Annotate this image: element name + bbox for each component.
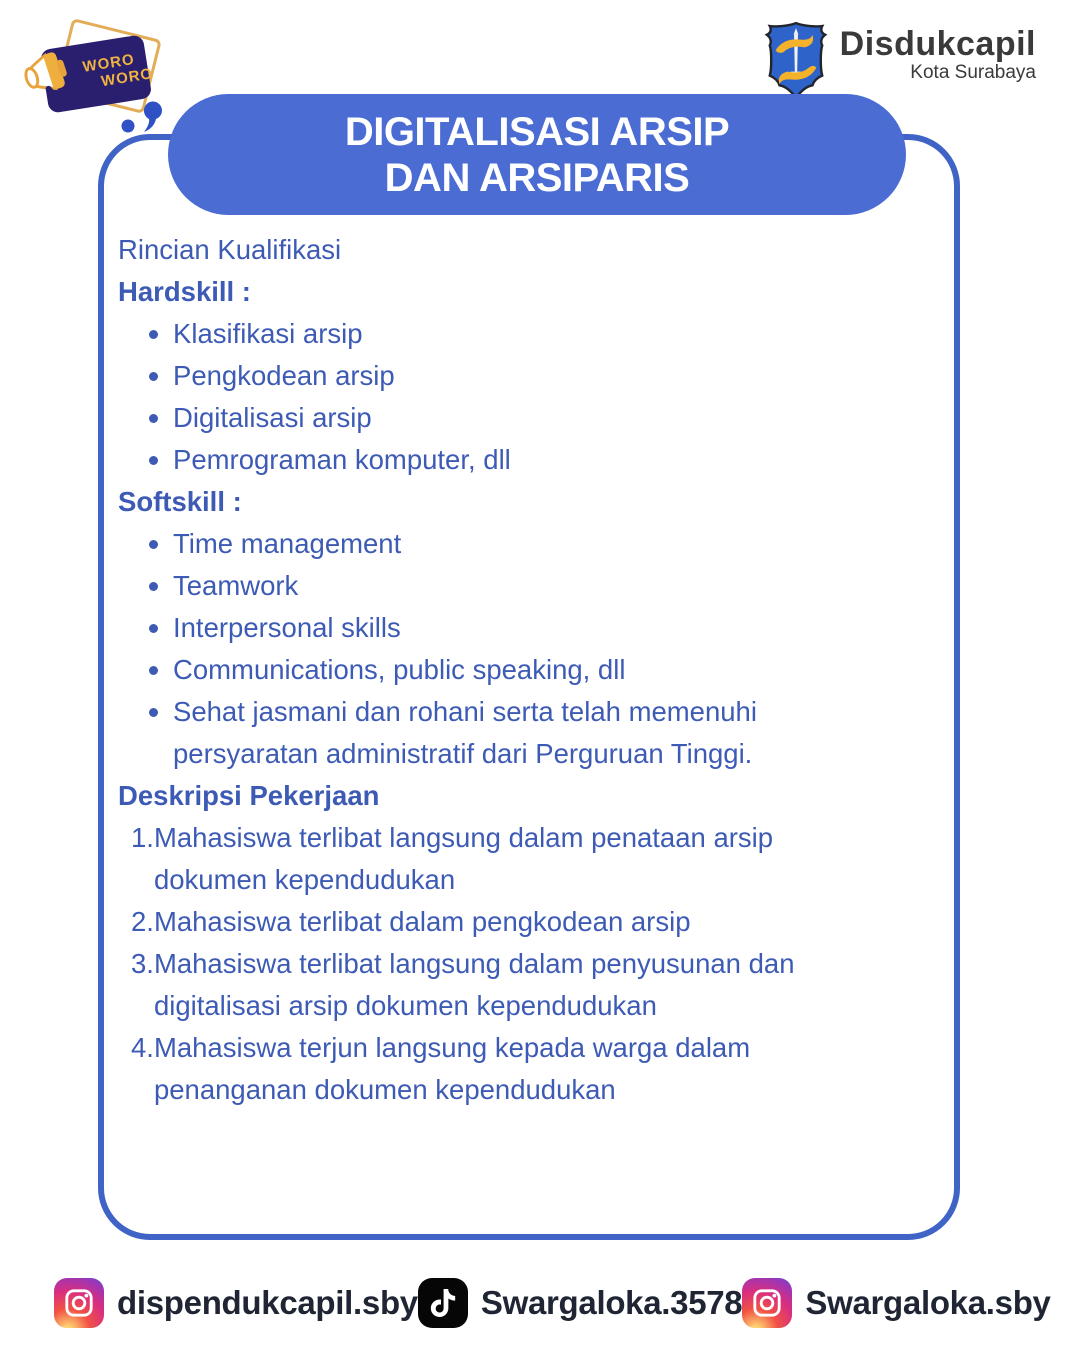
bullet-dot (149, 666, 158, 675)
list-item: Communications, public speaking, dll (118, 649, 948, 691)
list-item: Sehat jasmani dan rohani serta telah memenuhi persyaratan administratif dari Perguruan Tinggi. (118, 691, 948, 775)
page-title-line1: DIGITALISASI ARSIP (344, 109, 730, 154)
bullet-dot (149, 582, 158, 591)
item-number: 4. (131, 1032, 154, 1063)
job-description-list (118, 817, 948, 1111)
instagram-icon (742, 1278, 792, 1328)
social-handle: dispendukcapil.sby (117, 1284, 418, 1321)
bullet-dot (149, 624, 158, 633)
list-item: 3. Mahasiswa terlibat langsung dalam penyusunan dan digitalisasi arsip dokumen kependudukan (118, 943, 948, 1027)
softskill-list (118, 523, 948, 775)
hardskill-list (118, 313, 948, 481)
bullet-dot (149, 414, 158, 423)
tiktok-icon (418, 1278, 468, 1328)
bullet-dot (149, 330, 158, 339)
list-item: Interpersonal skills (118, 607, 948, 649)
softskill-heading: Softskill : (118, 486, 242, 517)
social-instagram-swargaloka (742, 1278, 1050, 1328)
social-tiktok-swargaloka (418, 1278, 743, 1328)
intro-line: Rincian Kualifikasi (118, 234, 342, 265)
item-number: 1. (131, 822, 154, 853)
bullet-dot (149, 372, 158, 381)
instagram-icon (54, 1278, 104, 1328)
agency-name: Disdukcapil (839, 25, 1036, 63)
woro-text-line1: WORO (81, 50, 136, 76)
page-title-line2: DAN ARSIPARIS (384, 155, 690, 200)
list-item: 2. Mahasiswa terlibat dalam pengkodean arsip (118, 901, 948, 943)
list-item: Klasifikasi arsip (118, 313, 948, 355)
woro-text-line2: WORO (99, 65, 155, 91)
agency-subtitle: Kota Surabaya (910, 62, 1036, 83)
list-item: Time management (118, 523, 948, 565)
social-handle: Swargaloka.sby (805, 1284, 1051, 1321)
list-item: Digitalisasi arsip (118, 397, 948, 439)
hardskill-heading: Hardskill : (118, 276, 251, 307)
social-instagram-dispendukcapil (54, 1278, 418, 1328)
bullet-dot (149, 456, 158, 465)
social-footer (54, 1278, 1051, 1328)
list-item: Pengkodean arsip (118, 355, 948, 397)
megaphone-icon (22, 40, 84, 107)
social-handle: Swargaloka.3578 (480, 1284, 743, 1321)
list-item: 1. Mahasiswa terlibat langsung dalam penataan arsip dokumen kependudukan (118, 817, 948, 901)
list-item: Teamwork (118, 565, 948, 607)
quote-marks-icon (120, 98, 164, 139)
bullet-dot (149, 708, 158, 717)
list-item: 4. Mahasiswa terjun langsung kepada warga dalam penanganan dokumen kependudukan (118, 1027, 948, 1111)
qualification-details (118, 229, 948, 1111)
title-banner (168, 94, 906, 215)
item-number: 3. (131, 948, 154, 979)
bullet-dot (149, 540, 158, 549)
agency-text (840, 20, 1036, 84)
job-description-heading: Deskripsi Pekerjaan (118, 780, 380, 811)
list-item: Pemrograman komputer, dll (118, 439, 948, 481)
item-number: 2. (131, 906, 154, 937)
